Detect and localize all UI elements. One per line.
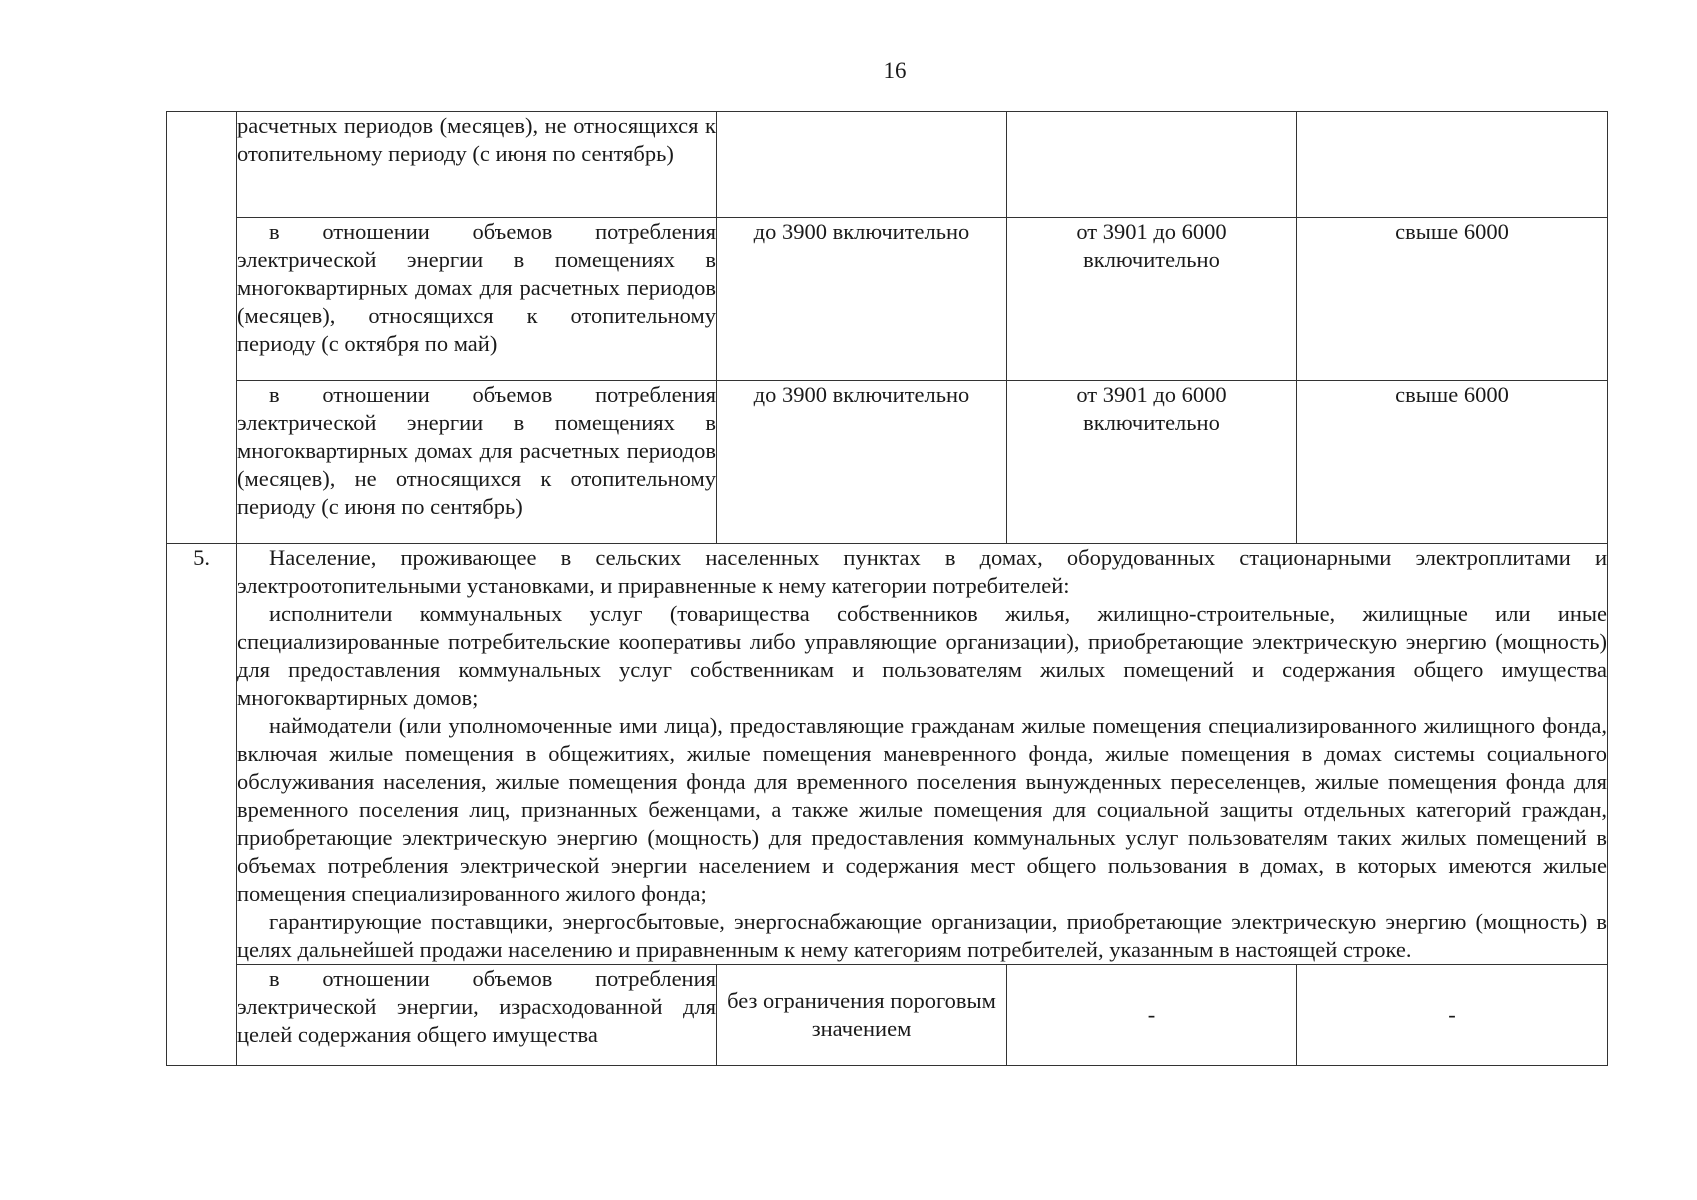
section-5-row	[167, 544, 1608, 965]
threshold-low: до 3900 включительно	[717, 381, 1007, 544]
section-5-paragraph: исполнители коммунальных услуг (товарищества собственников жилья, жилищно-строительные, жилищные или иные специализированные потребительские кооперативы либо управляющие организации), приобретающие электрическую энергию (мощность) для предоставления коммунальных услуг собственникам и пользователям жилых помещений и содержания общего имущества многоквартирных домов;	[237, 601, 1607, 710]
table-row	[167, 218, 1608, 381]
table-row	[167, 112, 1608, 218]
threshold-low	[717, 112, 1007, 218]
row-description: в отношении объемов потребления электрической энергии, израсходованной для целей содержания общего имущества	[237, 965, 717, 1066]
row-description: расчетных периодов (месяцев), не относящихся к отопительному периоду (с июня по сентябрь)	[237, 112, 717, 218]
threshold-mid: от 3901 до 6000 включительно	[1007, 381, 1297, 544]
threshold-high: свыше 6000	[1297, 381, 1608, 544]
threshold-high	[1297, 112, 1608, 218]
threshold-low: до 3900 включительно	[717, 218, 1007, 381]
section-5-paragraph: наймодатели (или уполномоченные ими лица), предоставляющие гражданам жилые помещения специализированного жилищного фонда, включая жилые помещения в общежитиях, жилые помещения маневренного фонда, жилые помещения в домах системы социального обслуживания населения, жилые помещения фонда для временного поселения вынужденных переселенцев, жилые помещения фонда для временного поселения лиц, признанных беженцами, а также жилые помещения для социальной защиты отдельных категорий граждан, приобретающие электрическую энергию (мощность) для предоставления коммунальных услуг пользователям таких жилых помещений в объемах потребления электрической энергии населением и содержания мест общего пользования в домах, в которых имеются жилые помещения специализированного жилого фонда;	[237, 713, 1607, 906]
threshold-high: -	[1297, 965, 1608, 1066]
section-5-paragraph: гарантирующие поставщики, энергосбытовые, энергоснабжающие организации, приобретающие электрическую энергию (мощность) в целях дальнейшей продажи населению и приравненным к нему категориям потребителей, указанным в настоящей строке.	[237, 909, 1607, 962]
row-description: в отношении объемов потребления электрической энергии в помещениях в многоквартирных домах для расчетных периодов (месяцев), относящихся к отопительному периоду (с октября по май)	[237, 218, 717, 381]
table-row	[167, 381, 1608, 544]
page-number: 16	[883, 58, 907, 83]
row-description: в отношении объемов потребления электрической энергии в помещениях в многоквартирных домах для расчетных периодов (месяцев), не относящихся к отопительному периоду (с июня по сентябрь)	[237, 381, 717, 544]
row-number-cell	[167, 112, 237, 544]
row-number: 5.	[167, 544, 237, 1066]
table-row	[167, 965, 1608, 1066]
threshold-high: свыше 6000	[1297, 218, 1608, 381]
threshold-mid: -	[1007, 965, 1297, 1066]
threshold-mid	[1007, 112, 1297, 218]
section-5-description	[237, 544, 1608, 965]
threshold-low: без ограничения пороговым значением	[717, 965, 1007, 1066]
threshold-mid: от 3901 до 6000 включительно	[1007, 218, 1297, 381]
tariff-table	[166, 111, 1608, 1066]
section-5-paragraph: Население, проживающее в сельских населенных пунктах в домах, оборудованных стационарными электроплитами и электроотопительными установками, и приравненные к нему категории потребителей:	[237, 545, 1607, 598]
